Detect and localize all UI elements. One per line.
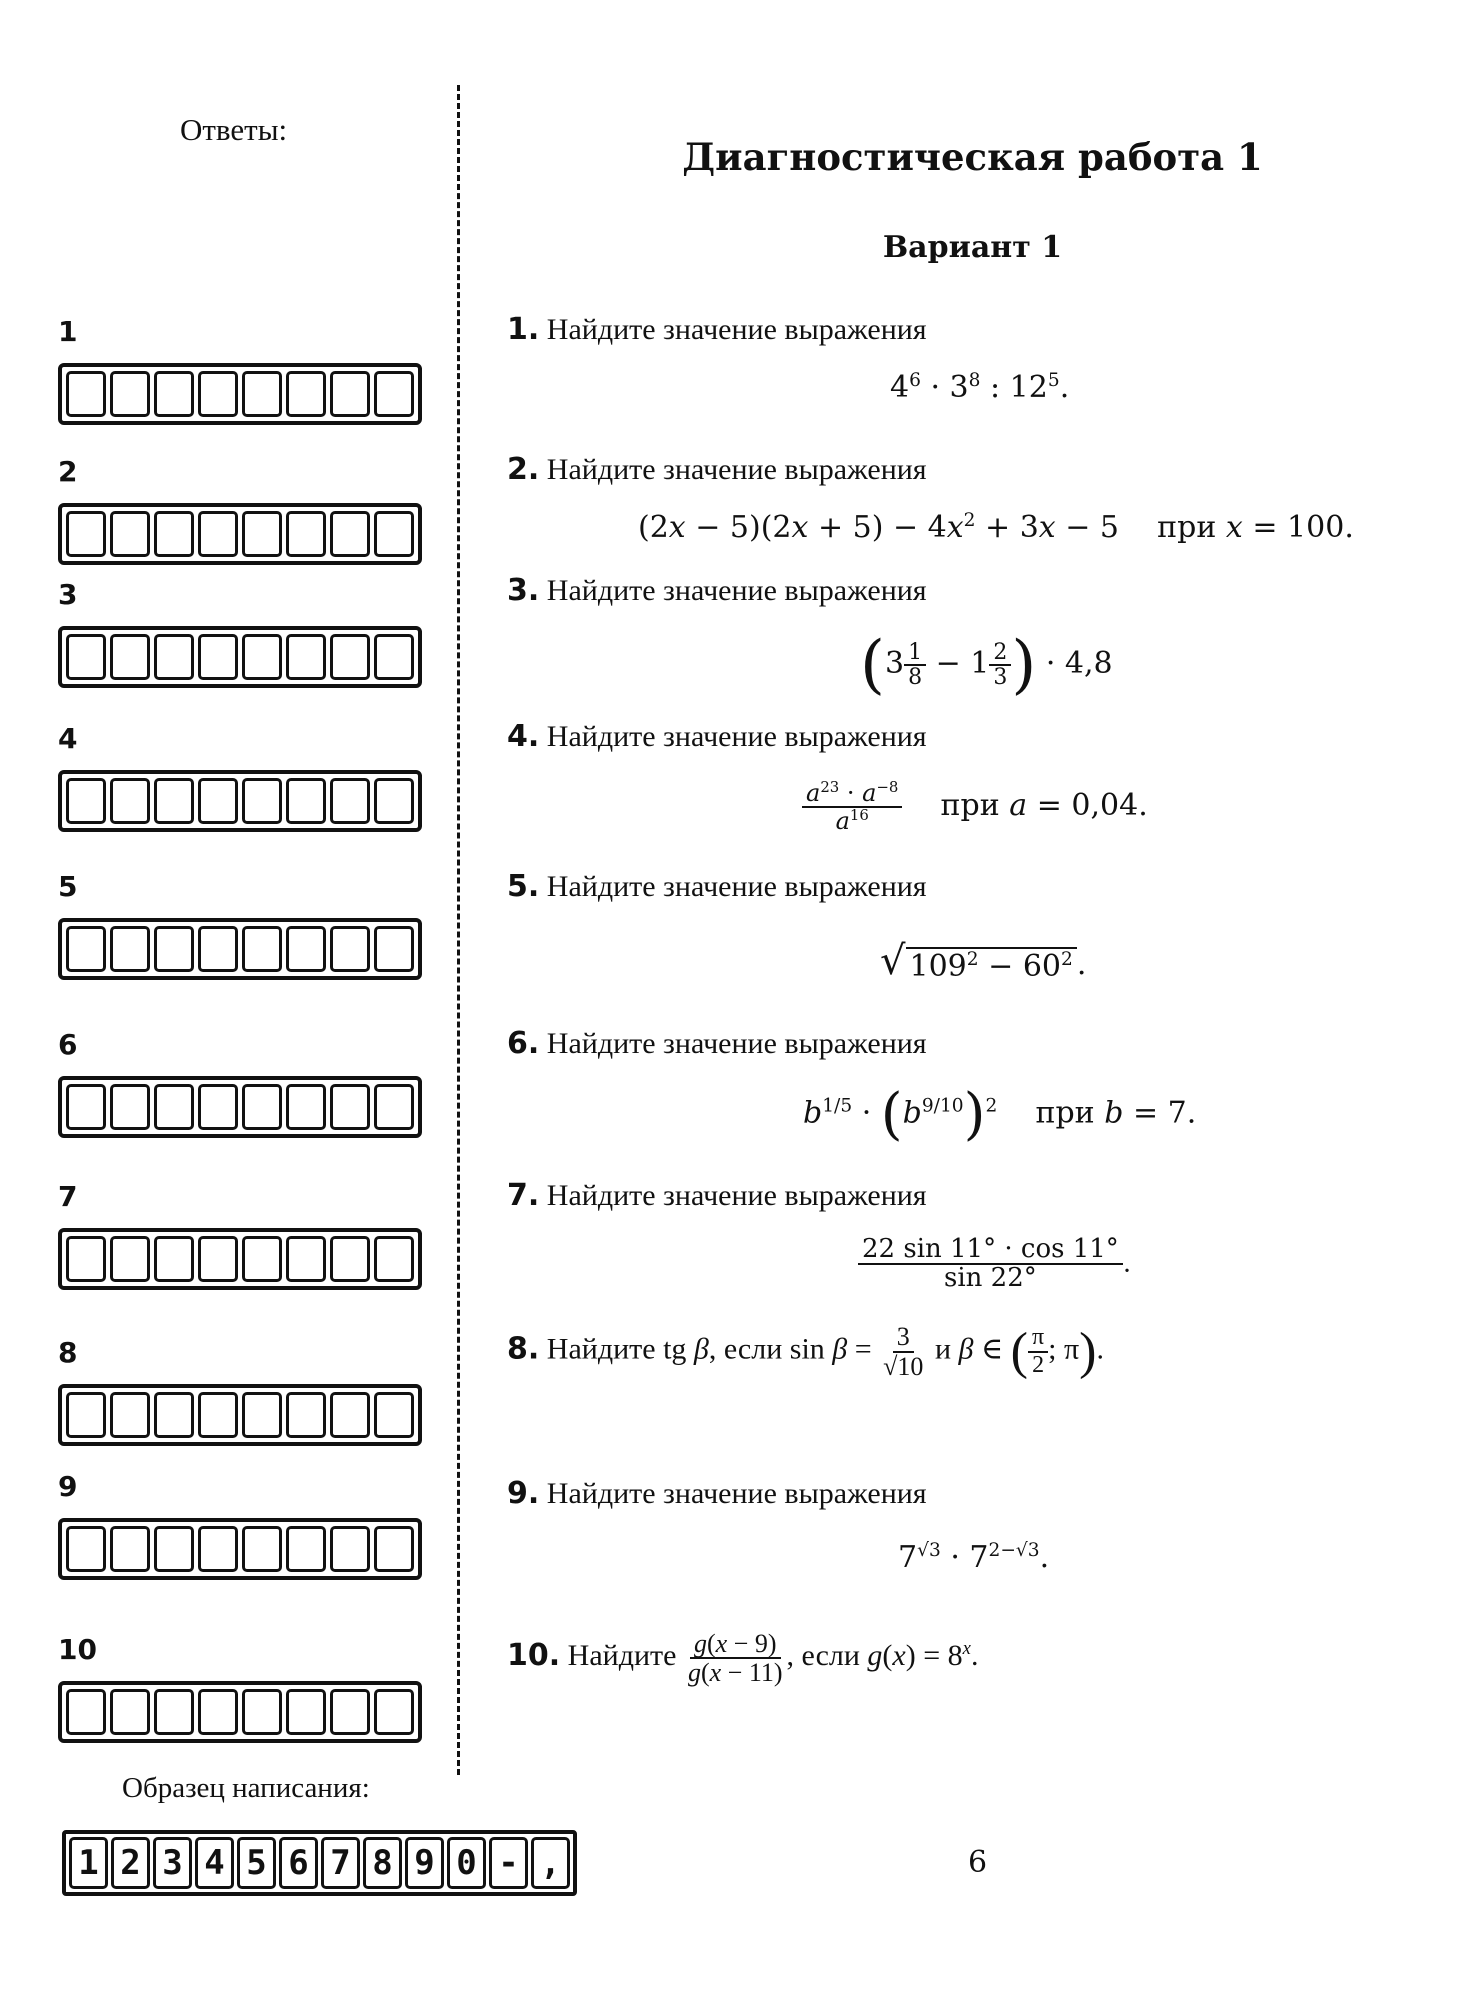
sample-digit: 9 — [405, 1837, 444, 1889]
answer-cell[interactable] — [286, 1392, 326, 1438]
sample-digits — [62, 1830, 577, 1896]
answer-field-4[interactable] — [58, 770, 422, 832]
answer-cell[interactable] — [110, 1526, 150, 1572]
answer-field-9[interactable] — [58, 1518, 422, 1580]
answer-cell[interactable] — [66, 1392, 106, 1438]
sample-digit: 6 — [279, 1837, 318, 1889]
answer-cell[interactable] — [66, 371, 106, 417]
answer-cell[interactable] — [242, 1526, 282, 1572]
answer-cell[interactable] — [198, 778, 238, 824]
task-text: Найдите значение выражения — [546, 1477, 927, 1510]
answer-cell[interactable] — [66, 926, 106, 972]
answer-cell[interactable] — [66, 634, 106, 680]
answer-cell[interactable] — [286, 1236, 326, 1282]
task-text: Найдите значение выражения — [546, 1027, 927, 1060]
task-number: 4. — [507, 719, 540, 754]
task-text: Найдите — [546, 1332, 656, 1366]
answer-label-9: 9 — [58, 1470, 78, 1503]
answer-field-7[interactable] — [58, 1228, 422, 1290]
sample-digit: 5 — [237, 1837, 276, 1889]
answer-cell[interactable] — [286, 634, 326, 680]
sample-digit: - — [489, 1837, 528, 1889]
page-title: Диагностическая работа 1 — [682, 135, 1263, 179]
task-9-expression: $7^{√3} \cdot 7^{2-√3}$. — [898, 1540, 1050, 1575]
task-number: 9. — [507, 1476, 540, 1511]
task-6 — [507, 1026, 927, 1061]
answer-field-1[interactable] — [58, 363, 422, 425]
condition-word: при — [1035, 1095, 1095, 1131]
answer-cell[interactable] — [110, 926, 150, 972]
answer-cell[interactable] — [330, 1392, 370, 1438]
task-8: 8. Найдите tg β, если sin β = $\frac{3}{√10}$ и β ∈ ( $\frac{\pi}{2}$ ; π). — [507, 1322, 1104, 1381]
answer-cell[interactable] — [154, 1689, 194, 1735]
task-text: Найдите значение выражения — [546, 313, 927, 346]
task-2 — [507, 452, 927, 487]
answer-field-10[interactable] — [58, 1681, 422, 1743]
sample-digit: 7 — [321, 1837, 360, 1889]
task-text: Найдите значение выражения — [546, 574, 927, 607]
answer-cell[interactable] — [154, 1236, 194, 1282]
page-number: 6 — [968, 1845, 988, 1880]
answer-cell[interactable] — [198, 1689, 238, 1735]
answer-cell[interactable] — [242, 926, 282, 972]
answer-cell[interactable] — [110, 778, 150, 824]
answer-cell[interactable] — [154, 1392, 194, 1438]
answer-cell[interactable] — [286, 1689, 326, 1735]
task-5 — [507, 869, 927, 904]
answer-cell[interactable] — [242, 1689, 282, 1735]
task-3 — [507, 573, 927, 608]
answer-cell[interactable] — [154, 371, 194, 417]
answer-cell[interactable] — [154, 778, 194, 824]
answer-cell[interactable] — [198, 1084, 238, 1130]
answer-cell[interactable] — [110, 1236, 150, 1282]
answer-cell[interactable] — [110, 1392, 150, 1438]
sample-digit: 8 — [363, 1837, 402, 1889]
answer-cell[interactable] — [330, 1689, 370, 1735]
task-text: Найдите значение выражения — [546, 720, 927, 753]
answer-cell[interactable] — [286, 511, 326, 557]
answer-label-5: 5 — [58, 870, 78, 903]
answer-cell[interactable] — [110, 1084, 150, 1130]
sample-digit: 1 — [69, 1837, 108, 1889]
task-number: 1. — [507, 312, 540, 347]
answer-cell[interactable] — [242, 1236, 282, 1282]
answer-cell[interactable] — [330, 1236, 370, 1282]
answer-cell[interactable] — [330, 511, 370, 557]
answer-label-2: 2 — [58, 455, 78, 488]
answer-cell[interactable] — [374, 634, 414, 680]
answer-label-8: 8 — [58, 1336, 78, 1369]
task-3-expression: (3 $\frac{1}{8}$ − 1 $\frac{2}{3}$ ) · 4,8 — [860, 628, 1113, 702]
condition-word: при — [1157, 510, 1217, 545]
answer-label-6: 6 — [58, 1028, 78, 1061]
task-text-2: , если — [708, 1332, 783, 1366]
answers-label: Ответы: — [180, 112, 288, 147]
task-text: Найдите значение выражения — [546, 870, 927, 903]
answer-cell[interactable] — [374, 371, 414, 417]
task-2-expression: $(2x - 5)(2x + 5) - 4x^2 + 3x - 5$ при x = 100. — [638, 510, 1354, 545]
answer-cell[interactable] — [330, 371, 370, 417]
variant-title: Вариант 1 — [882, 230, 1063, 265]
answer-cell[interactable] — [330, 1084, 370, 1130]
answer-cell[interactable] — [286, 1084, 326, 1130]
task-number: 5. — [507, 869, 540, 904]
answer-field-6[interactable] — [58, 1076, 422, 1138]
task-number: 6. — [507, 1026, 540, 1061]
answer-cell[interactable] — [242, 1392, 282, 1438]
task-text: Найдите значение выражения — [546, 1179, 927, 1212]
answer-cell[interactable] — [110, 371, 150, 417]
answer-label-3: 3 — [58, 578, 78, 611]
task-text: Найдите значение выражения — [546, 453, 927, 486]
answer-label-7: 7 — [58, 1180, 78, 1213]
answer-cell[interactable] — [330, 926, 370, 972]
answer-cell[interactable] — [242, 634, 282, 680]
answer-cell[interactable] — [242, 1084, 282, 1130]
answer-cell[interactable] — [66, 778, 106, 824]
answer-field-8[interactable] — [58, 1384, 422, 1446]
answer-cell[interactable] — [110, 511, 150, 557]
answer-cell[interactable] — [110, 1689, 150, 1735]
answer-cell[interactable] — [66, 1526, 106, 1572]
sample-digit: 2 — [111, 1837, 150, 1889]
answer-cell[interactable] — [286, 778, 326, 824]
answer-cell[interactable] — [330, 778, 370, 824]
answer-cell[interactable] — [374, 1526, 414, 1572]
answer-cell[interactable] — [286, 371, 326, 417]
task-number: 10. — [507, 1638, 561, 1674]
answer-field-5[interactable] — [58, 918, 422, 980]
answer-cell[interactable] — [154, 634, 194, 680]
task-5-expression: √ $109^2 - 60^2$ . — [880, 938, 1087, 984]
answer-cell[interactable] — [330, 1526, 370, 1572]
answer-cell[interactable] — [198, 371, 238, 417]
task-9 — [507, 1476, 927, 1511]
answer-cell[interactable] — [198, 634, 238, 680]
sample-digit: , — [531, 1837, 570, 1889]
answer-cell[interactable] — [198, 511, 238, 557]
task-text-2: , если — [786, 1639, 860, 1673]
answer-cell[interactable] — [198, 926, 238, 972]
answer-cell[interactable] — [110, 634, 150, 680]
task-number: 7. — [507, 1178, 540, 1213]
answer-cell[interactable] — [330, 634, 370, 680]
answer-cell[interactable] — [374, 511, 414, 557]
answer-cell[interactable] — [154, 511, 194, 557]
answer-cell[interactable] — [154, 1084, 194, 1130]
answer-cell[interactable] — [242, 778, 282, 824]
task-10: 10. Найдите $\frac{g(x - 9)}{g(x - 11)}$ , если $g(x) = 8^x$. — [507, 1629, 979, 1688]
answer-cell[interactable] — [286, 1526, 326, 1572]
sample-digit: 0 — [447, 1837, 486, 1889]
answer-cell[interactable] — [374, 1689, 414, 1735]
task-number: 2. — [507, 452, 540, 487]
answer-cell[interactable] — [374, 1236, 414, 1282]
task-text-3: и — [934, 1332, 951, 1366]
answer-cell[interactable] — [66, 1084, 106, 1130]
answer-label-1: 1 — [58, 315, 78, 348]
task-1-expression: $4^6 \cdot 3^8$ : $12^5$. — [890, 370, 1070, 405]
cut-line — [457, 85, 460, 1775]
sample-digit: 3 — [153, 1837, 192, 1889]
task-1 — [507, 312, 927, 347]
answer-label-4: 4 — [58, 722, 78, 755]
answer-label-10: 10 — [58, 1633, 97, 1666]
answer-cell[interactable] — [66, 1689, 106, 1735]
answer-cell[interactable] — [374, 1084, 414, 1130]
task-4-expression: $\frac{a^{23} \cdot a^{-8}}{a^{16}}$ при a = 0,04. — [802, 780, 1148, 834]
answer-cell[interactable] — [198, 1236, 238, 1282]
condition-word: при — [940, 788, 1000, 824]
answer-field-3[interactable] — [58, 626, 422, 688]
answer-cell[interactable] — [374, 1392, 414, 1438]
answer-cell[interactable] — [374, 778, 414, 824]
task-6-expression: $b^{1/5} \cdot (b^{9/10})^2$ при b = 7. — [803, 1082, 1197, 1147]
task-number: 3. — [507, 573, 540, 608]
sample-label: Образец написания: — [122, 1772, 370, 1804]
answer-cell[interactable] — [374, 926, 414, 972]
task-7 — [507, 1178, 927, 1213]
answer-cell[interactable] — [66, 511, 106, 557]
answer-cell[interactable] — [286, 926, 326, 972]
answer-cell[interactable] — [198, 1392, 238, 1438]
task-text: Найдите — [567, 1639, 677, 1673]
task-7-expression: $\frac{22 \sin 11^\circ \cdot \cos 11^\circ}{\sin 22^\circ}$ . — [858, 1236, 1131, 1293]
task-number: 8. — [507, 1331, 540, 1367]
sample-digit: 4 — [195, 1837, 234, 1889]
answer-cell[interactable] — [154, 926, 194, 972]
answer-cell[interactable] — [242, 371, 282, 417]
task-4 — [507, 719, 927, 754]
answer-cell[interactable] — [154, 1526, 194, 1572]
answer-cell[interactable] — [242, 511, 282, 557]
answer-cell[interactable] — [198, 1526, 238, 1572]
answer-field-2[interactable] — [58, 503, 422, 565]
answer-cell[interactable] — [66, 1236, 106, 1282]
